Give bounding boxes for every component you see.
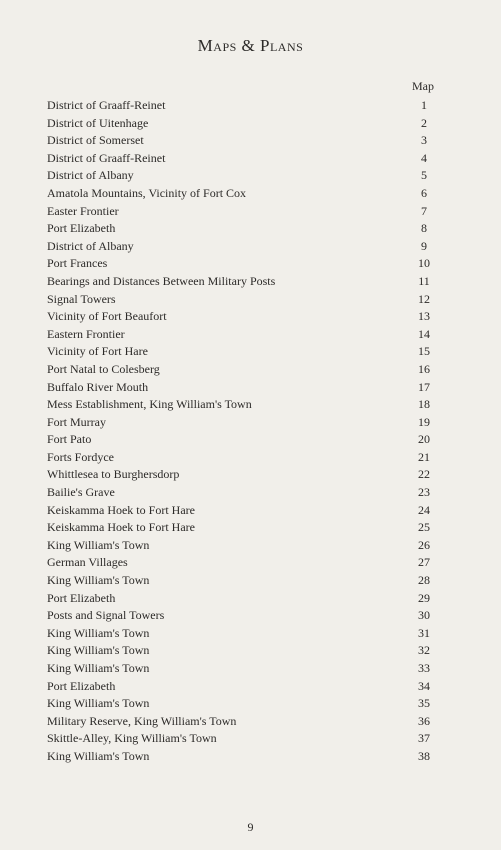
page-number: 9 <box>247 820 254 834</box>
entry-map-number: 30 <box>418 608 430 623</box>
map-column-header: Map <box>412 79 434 93</box>
list-item <box>47 502 447 520</box>
entry-map-number: 38 <box>418 748 430 763</box>
entry-title: District of Somerset <box>47 133 144 148</box>
entry-map-number: 5 <box>421 168 427 183</box>
list-item <box>47 238 447 256</box>
entry-title: District of Graaff-Reinet <box>47 98 166 112</box>
list-item <box>47 537 447 555</box>
list-item <box>47 203 447 221</box>
entry-map-number: 19 <box>418 414 430 429</box>
entry-map-number: 3 <box>421 133 427 148</box>
entry-title: District of Albany <box>47 168 134 183</box>
entry-map-number: 15 <box>418 344 430 359</box>
entry-map-number: 11 <box>418 273 430 288</box>
list-item <box>47 396 447 414</box>
entry-title: Amatola Mountains, Vicinity of Fort Cox <box>47 185 247 200</box>
entry-title: Military Reserve, King William's Town <box>47 713 237 728</box>
list-item <box>47 625 447 643</box>
list-item <box>47 449 447 467</box>
list-item <box>47 220 447 238</box>
entry-title: District of Graaff-Reinet <box>47 150 166 165</box>
list-item <box>47 343 447 361</box>
page-title: Maps & Plans <box>197 36 304 55</box>
entry-map-number: 7 <box>421 203 427 218</box>
list-item <box>47 115 447 133</box>
list-item <box>47 167 447 185</box>
list-item <box>47 660 447 678</box>
entry-map-number: 27 <box>418 555 430 570</box>
entry-map-number: 28 <box>418 573 430 588</box>
list-item <box>47 607 447 625</box>
list-item <box>47 590 447 608</box>
entry-map-number: 35 <box>418 696 430 711</box>
list-item <box>47 308 447 326</box>
entry-title: Mess Establishment, King William's Town <box>47 397 252 412</box>
entry-map-number: 25 <box>418 520 430 535</box>
entry-map-number: 33 <box>418 661 430 675</box>
entry-map-number: 20 <box>418 432 430 447</box>
entry-map-number: 34 <box>418 678 430 693</box>
entry-map-number: 36 <box>418 713 430 728</box>
entry-title: Keiskamma Hoek to Fort Hare <box>47 502 195 517</box>
list-item <box>47 132 447 150</box>
entry-title: District of Uitenhage <box>47 115 149 130</box>
entry-map-number: 22 <box>418 467 430 482</box>
entry-title: German Villages <box>47 555 128 570</box>
list-item <box>47 695 447 713</box>
list-item <box>47 97 447 115</box>
entry-title: Vicinity of Fort Hare <box>47 344 148 359</box>
list-item <box>47 273 447 291</box>
list-item <box>47 255 447 273</box>
entry-title: King William's Town <box>47 661 150 675</box>
list-item <box>47 361 447 379</box>
entry-title: Vicinity of Fort Beaufort <box>47 309 167 324</box>
entry-map-number: 9 <box>421 238 427 253</box>
entry-map-number: 37 <box>418 731 430 746</box>
list-item <box>47 291 447 309</box>
entry-title: Posts and Signal Towers <box>47 608 165 623</box>
entry-title: King William's Town <box>47 625 150 640</box>
entry-title: Whittlesea to Burghersdorp <box>47 467 180 482</box>
list-item <box>47 431 447 449</box>
entry-title: Easter Frontier <box>47 203 119 218</box>
entry-title: Bailie's Grave <box>47 485 115 500</box>
entry-map-number: 32 <box>418 643 430 658</box>
entry-map-number: 2 <box>421 115 427 130</box>
entry-title: Port Elizabeth <box>47 221 116 236</box>
entry-title: Fort Pato <box>47 432 92 447</box>
entry-title: Port Frances <box>47 256 108 271</box>
entry-map-number: 29 <box>418 590 430 605</box>
entry-title: Bearings and Distances Between Military Posts <box>47 273 276 288</box>
list-item <box>47 678 447 696</box>
entry-map-number: 21 <box>418 449 430 464</box>
maps-list <box>47 97 447 766</box>
entry-title: Keiskamma Hoek to Fort Hare <box>47 520 195 535</box>
entry-title: King William's Town <box>47 537 150 552</box>
entry-title: Port Elizabeth <box>47 678 116 693</box>
entry-map-number: 26 <box>418 537 430 552</box>
list-item <box>47 466 447 484</box>
entry-map-number: 13 <box>418 309 430 324</box>
entry-title: Fort Murray <box>47 414 106 429</box>
list-item <box>47 572 447 590</box>
entry-map-number: 4 <box>421 150 427 165</box>
entry-title: Skittle-Alley, King William's Town <box>47 731 217 746</box>
entry-title: King William's Town <box>47 643 150 658</box>
list-item <box>47 748 447 766</box>
list-item <box>47 642 447 660</box>
entry-title: Buffalo River Mouth <box>47 379 149 394</box>
list-item <box>47 554 447 572</box>
entry-map-number: 8 <box>421 221 427 236</box>
entry-map-number: 16 <box>418 361 430 376</box>
entry-map-number: 31 <box>418 625 430 640</box>
entry-map-number: 17 <box>418 379 430 394</box>
entry-title: Signal Towers <box>47 291 116 306</box>
entry-map-number: 10 <box>418 256 430 271</box>
entry-title: King William's Town <box>47 748 150 763</box>
list-item <box>47 379 447 397</box>
entry-map-number: 6 <box>421 185 427 200</box>
list-item <box>47 326 447 344</box>
entry-map-number: 18 <box>418 397 430 412</box>
entry-map-number: 14 <box>418 326 430 341</box>
entry-title: Eastern Frontier <box>47 326 125 341</box>
list-item <box>47 185 447 203</box>
entry-title: King William's Town <box>47 696 150 711</box>
list-item <box>47 150 447 168</box>
entry-map-number: 12 <box>418 291 430 306</box>
list-item <box>47 414 447 432</box>
entry-title: Forts Fordyce <box>47 449 114 464</box>
list-item <box>47 484 447 502</box>
entry-title: King William's Town <box>47 573 150 588</box>
entry-title: Port Elizabeth <box>47 590 116 605</box>
list-item <box>47 519 447 537</box>
entry-map-number: 1 <box>421 98 427 112</box>
entry-map-number: 23 <box>418 485 430 500</box>
entry-title: District of Albany <box>47 238 134 253</box>
list-item <box>47 713 447 731</box>
entry-map-number: 24 <box>418 502 430 517</box>
entry-title: Port Natal to Colesberg <box>47 361 160 376</box>
list-item <box>47 730 447 748</box>
